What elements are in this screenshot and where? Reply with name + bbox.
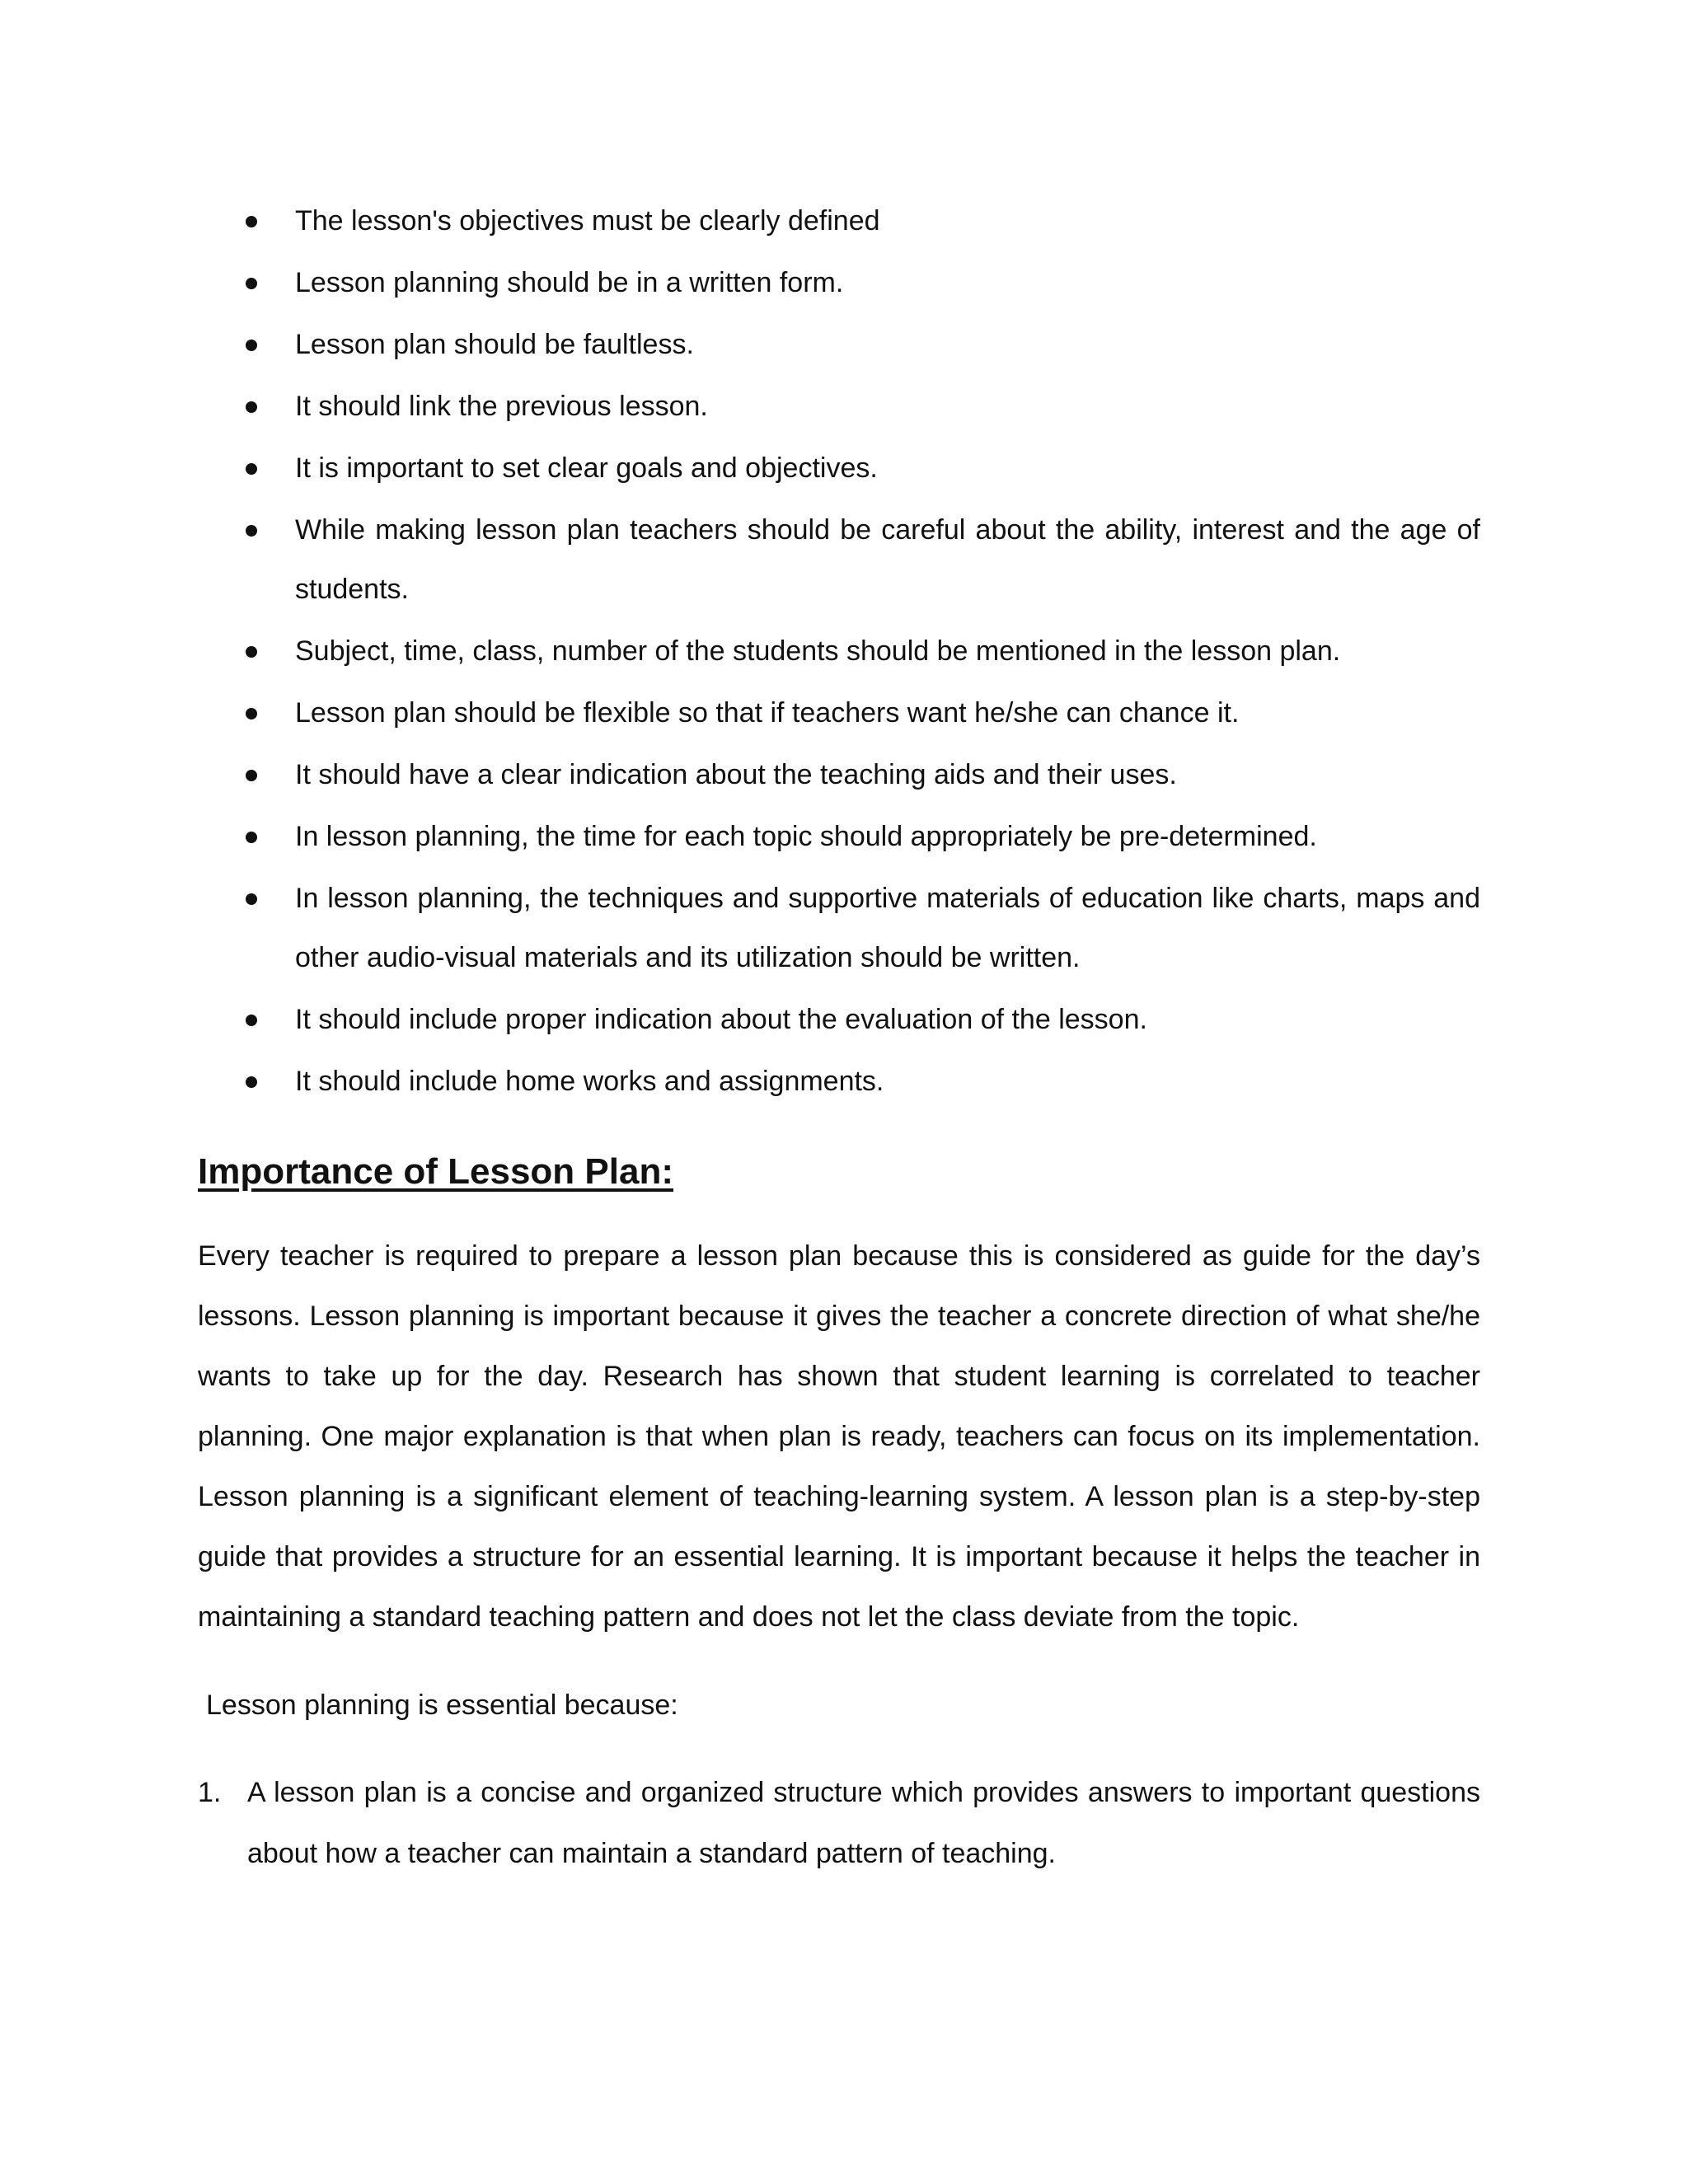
bullet-text: Lesson planning should be in a written form. bbox=[295, 267, 844, 298]
bullet-item bbox=[198, 253, 1480, 312]
bullet-text: In lesson planning, the time for each topic should appropriately be pre-determined. bbox=[295, 821, 1317, 852]
bullet-text: It should include home works and assignments. bbox=[295, 1066, 884, 1097]
bullet-text: The lesson's objectives must be clearly defined bbox=[295, 205, 880, 237]
list-number: 1. bbox=[198, 1777, 222, 1808]
bullet-item bbox=[198, 315, 1480, 374]
bullet-text: It should link the previous lesson. bbox=[295, 391, 708, 422]
bullet-item bbox=[198, 191, 1480, 251]
bullet-icon bbox=[246, 708, 257, 719]
bullet-icon bbox=[246, 216, 257, 227]
bullet-item bbox=[198, 438, 1480, 498]
requirements-bullet-list bbox=[198, 191, 1480, 1111]
bullet-icon bbox=[246, 278, 257, 289]
bullet-item bbox=[198, 377, 1480, 436]
list-intro-text: Lesson planning is essential because: bbox=[206, 1690, 678, 1721]
bullet-item bbox=[198, 500, 1480, 619]
numbered-list bbox=[198, 1762, 1480, 1884]
bullet-text: It should have a clear indication about the teaching aids and their uses. bbox=[295, 759, 1177, 790]
bullet-icon bbox=[246, 1076, 257, 1088]
page-content bbox=[198, 191, 1480, 1884]
numbered-item-text: A lesson plan is a concise and organized structure which provides answers to important questions about how a teacher can maintain a standard pattern of teaching. bbox=[247, 1777, 1480, 1869]
bullet-item bbox=[198, 869, 1480, 987]
bullet-icon bbox=[246, 525, 257, 537]
bullet-item bbox=[198, 745, 1480, 804]
bullet-text: Lesson plan should be flexible so that if teachers want he/she can chance it. bbox=[295, 697, 1240, 729]
bullet-item bbox=[198, 683, 1480, 743]
numbered-list-item bbox=[198, 1762, 1480, 1884]
bullet-icon bbox=[246, 893, 257, 905]
bullet-icon bbox=[246, 463, 257, 475]
bullet-item bbox=[198, 807, 1480, 866]
bullet-text: It should include proper indication about the evaluation of the lesson. bbox=[295, 1004, 1147, 1035]
bullet-text: Subject, time, class, number of the students should be mentioned in the lesson plan. bbox=[295, 635, 1341, 667]
bullet-text: While making lesson plan teachers should be careful about the ability, interest and the age of students. bbox=[295, 514, 1480, 605]
bullet-text: In lesson planning, the techniques and supportive materials of education like charts, maps and other audio-visual materials and its utilization should be written. bbox=[295, 883, 1480, 973]
bullet-icon bbox=[246, 340, 257, 351]
bullet-text: Lesson plan should be faultless. bbox=[295, 329, 694, 360]
bullet-icon bbox=[246, 646, 257, 658]
bullet-icon bbox=[246, 1015, 257, 1026]
bullet-item bbox=[198, 621, 1480, 681]
bullet-item bbox=[198, 1052, 1480, 1111]
bullet-icon bbox=[246, 770, 257, 781]
importance-paragraph: Every teacher is required to prepare a lesson plan because this is considered as guide for the day’s lessons. Lesson planning is important because it gives the teacher a concrete direction of what she/he wants to take up for the day. Research has shown that student learning is correlated to teacher planning. One major explanation is that when plan is ready, teachers can focus on its implementation. Lesson planning is a significant element of teaching-learning system. A lesson plan is a step-by-step guide that provides a structure for an essential learning. It is important because it helps the teacher in maintaining a standard teaching pattern and does not let the class deviate from the topic. bbox=[198, 1240, 1480, 1633]
bullet-text: It is important to set clear goals and objectives. bbox=[295, 452, 878, 484]
bullet-icon bbox=[246, 832, 257, 843]
bullet-item bbox=[198, 990, 1480, 1049]
section-heading: Importance of Lesson Plan: bbox=[198, 1151, 673, 1192]
bullet-icon bbox=[246, 401, 257, 413]
